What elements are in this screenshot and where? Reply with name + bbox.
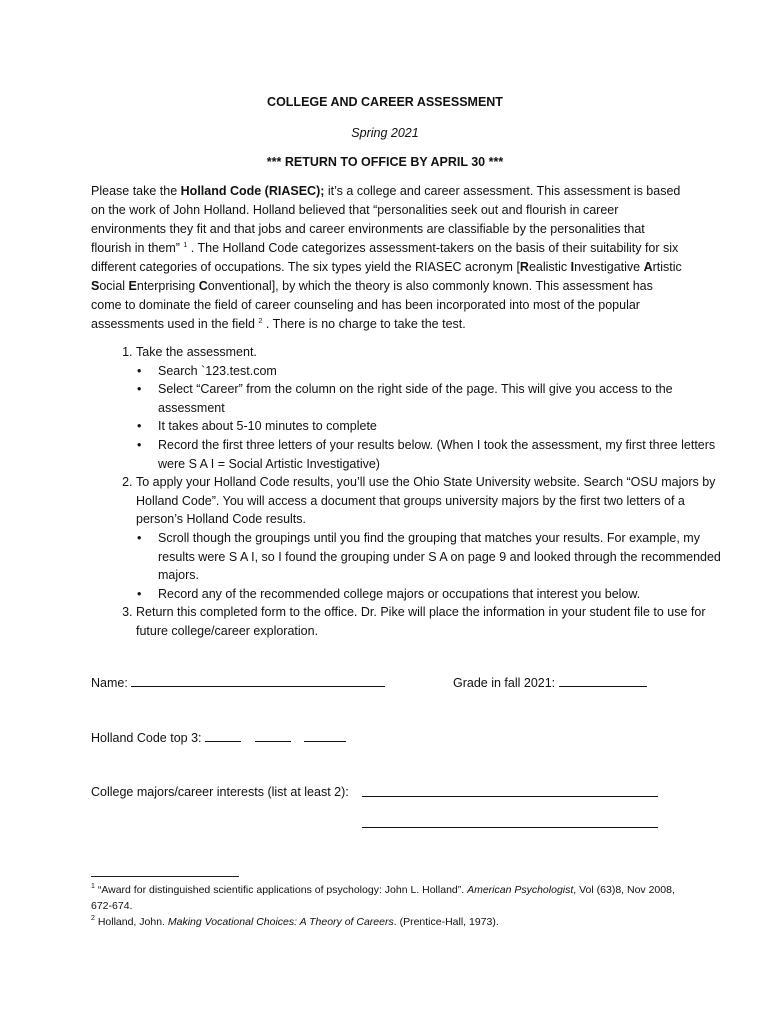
book-title: Making Vocational Choices: A Theory of Careers: [167, 916, 394, 928]
acronym-word: onventional: [207, 279, 272, 293]
step-item: [136, 473, 726, 603]
holland-code-blank-1[interactable]: [205, 730, 241, 742]
step-bullets: [136, 362, 726, 474]
footnote-number: 1: [91, 883, 95, 890]
acronym-word: nterprising: [136, 279, 199, 293]
holland-code-blank-3[interactable]: [304, 730, 346, 742]
step-item: [136, 603, 726, 640]
footnote-divider: [91, 876, 239, 877]
step-text: To apply your Holland Code results, you’ll use the Ohio State University website. Search “OSU majors by Holland Code”. You will access a document that groups university majors by the first two letters of a person’s Holland Code results.: [136, 475, 716, 527]
deadline-notice: *** RETURN TO OFFICE BY APRIL 30 ***: [266, 155, 504, 169]
intro-paragraph: [91, 182, 683, 334]
acronym-letter: I: [570, 260, 575, 274]
footnote-text: . (Prentice-Hall, 1973).: [393, 916, 499, 928]
term-subtitle: Spring 2021: [351, 126, 419, 140]
bullet-item: • Select “Career” from the column on the right side of the page. This will give you access to the assessment: [158, 380, 726, 417]
intro-text: . There is no charge to take the test.: [262, 317, 466, 331]
acronym-letter: A: [643, 260, 653, 274]
footnote-text: “Award for distinguished scientific applications of psychology: John L. Holland”.: [94, 884, 468, 896]
acronym-letter: R: [519, 260, 529, 274]
page-title: COLLEGE AND CAREER ASSESSMENT: [267, 95, 503, 109]
step-text: Take the assessment.: [136, 345, 257, 359]
step-bullets: [136, 529, 726, 603]
bullet-item: • Record any of the recommended college majors or occupations that interest you below.: [158, 585, 726, 604]
holland-code-row: [91, 730, 346, 745]
holland-code-term: Holland Code (RIASEC);: [180, 184, 325, 198]
name-label: Name:: [91, 676, 132, 690]
bullet-item: • Search `123.test.com: [158, 362, 726, 381]
grade-field-row: [453, 675, 647, 690]
acronym-word: ocial: [99, 279, 129, 293]
footnote-text: Holland, John.: [94, 916, 168, 928]
majors-row: [91, 785, 349, 799]
majors-blank-1[interactable]: [362, 785, 658, 797]
footnote-ref-1: 1: [183, 242, 188, 249]
footnotes: [91, 882, 691, 930]
step-text: Return this completed form to the office. Dr. Pike will place the information in your student file to use for future college/career exploration.: [136, 605, 706, 638]
intro-text: Please take the: [91, 184, 181, 198]
footnote-ref-2: 2: [258, 318, 263, 325]
intro-text: it’s a college and career assessment. This assessment is based on the work of John Holland. Holland believed that “personalities seek out and flourish in career environments they fit and that jobs and career environments are classifiable by the personalities that flourish in them”: [91, 184, 681, 255]
name-blank[interactable]: [131, 675, 385, 687]
bullet-item: • It takes about 5-10 minutes to complete: [158, 417, 726, 436]
grade-label: Grade in fall 2021:: [453, 676, 559, 690]
footnote-2: [91, 914, 691, 930]
holland-code-label: Holland Code top 3:: [91, 731, 205, 745]
journal-title: American Psychologist: [467, 884, 574, 896]
footnote-number: 2: [91, 915, 95, 922]
intro-text: ], by which the theory is also commonly known. This assessment has come to dominate the field of career counseling and has been incorporated into most of the popular assessments used in the field: [91, 279, 653, 331]
acronym-letter: C: [198, 279, 208, 293]
acronym-word: rtistic: [652, 260, 682, 274]
acronym-word: nvestigative: [574, 260, 644, 274]
grade-blank[interactable]: [559, 675, 647, 687]
majors-blank-2[interactable]: [362, 816, 658, 828]
instruction-steps: [91, 343, 726, 641]
acronym-letter: E: [128, 279, 137, 293]
footnote-text: , Vol (63)8, Nov 2008, 672-674.: [91, 884, 675, 912]
name-field-row: [91, 675, 385, 690]
intro-text: . The Holland Code categorizes assessment-takers on the basis of their suitability for six different categories of occupations. The six types yield the RIASEC acronym [: [91, 241, 679, 274]
majors-label: College majors/career interests (list at least 2):: [91, 785, 349, 799]
holland-code-blank-2[interactable]: [255, 730, 291, 742]
acronym-word: ealistic: [528, 260, 571, 274]
footnote-1: [91, 882, 691, 914]
bullet-item: • Scroll though the groupings until you find the grouping that matches your results. For example, my results were S A I, so I found the grouping under S A on page 9 and looked through the recommended majors.: [158, 529, 726, 585]
acronym-letter: S: [91, 279, 100, 293]
step-item: [136, 343, 726, 473]
bullet-item: • Record the first three letters of your results below. (When I took the assessment, my first three letters were S A I = Social Artistic Investigative): [158, 436, 726, 473]
